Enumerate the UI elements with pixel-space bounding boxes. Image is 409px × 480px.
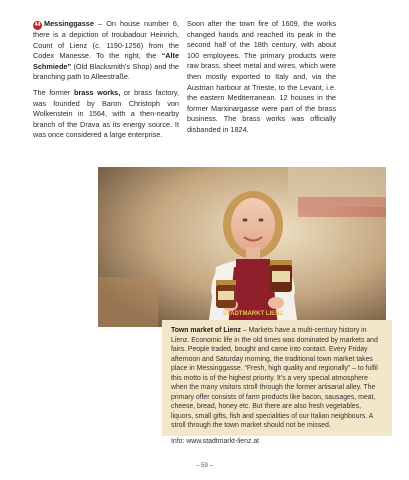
market-photo [98,167,386,327]
page-number: – 59 – [196,463,213,469]
location-number-badge: 44 [34,22,41,28]
town-market-paragraph: Town market of Lienz – Markets have a multi-century history in Lienz. Economic life in the old times was dominated by markets and fairs. People traded, bought and came into contact. Every Friday afternoon and Saturday morning, the traditional town market takes place in Messinggasse. “Fresh, high quality and regionally” – to fulfil this motto is of the highest priority. It’s a very special atmosphere when the many visitors stroll through the former artisanal alley. The primary offer consists of farm products like bacon, sausages, meat, cheese, bread, honey etc. But there are also fresh vegetables, liquors, small gifts, fish and specialities of our Italian neighbours. A stroll through the town market should not be missed. [171,327,378,429]
messinggasse-heading: Messinggasse [44,19,94,28]
left-column [33,19,179,146]
info-box-text [171,326,385,452]
brass-works-term: brass works, [74,87,121,97]
paragraph-brass-works: The former brass works, or brass factory, was founded by Baron Christoph von Wolkenstein in 1564, with a then-nearby branch of the Drava as its energy source. It was once considered a large enterprise. [33,87,179,140]
info-link[interactable]: Info: www.stadtmarkt-lienz.at [171,437,260,445]
paragraph-messinggasse: 44 Messinggasse – On house number 6, there is a depiction of troubadour Heinrich, Count of Lienz (c. 1190-1256) from the Codex Manesse. To the right, the “Alte Schmiede” (Old Blacksmith’s Shop) and the branching path to Alleestraße. [33,19,179,82]
alte-schmiede-term: “Alte Schmiede” [33,51,179,71]
paragraph-brass-history: Soon after the town fire of 1609, the works changed hands and reached its peak in the second half of the 18th century, with about 100 employees. The primary products were raw brass, sheet metal and wires, which were then mostly exported to Italy and, via the Austrian harbour at Trieste, to the Levant, i.e. the eastern Mediterranean. 12 houses in the former Marxinargasse were part of the brass business. The brass works was officially disbanded in 1824. [187,19,336,134]
market-vendor-illustration [98,167,386,327]
right-column [187,19,336,141]
apron-logo-text: STADTMARKT LIENZ [222,311,284,317]
town-market-title: Town market of Lienz [171,327,241,334]
